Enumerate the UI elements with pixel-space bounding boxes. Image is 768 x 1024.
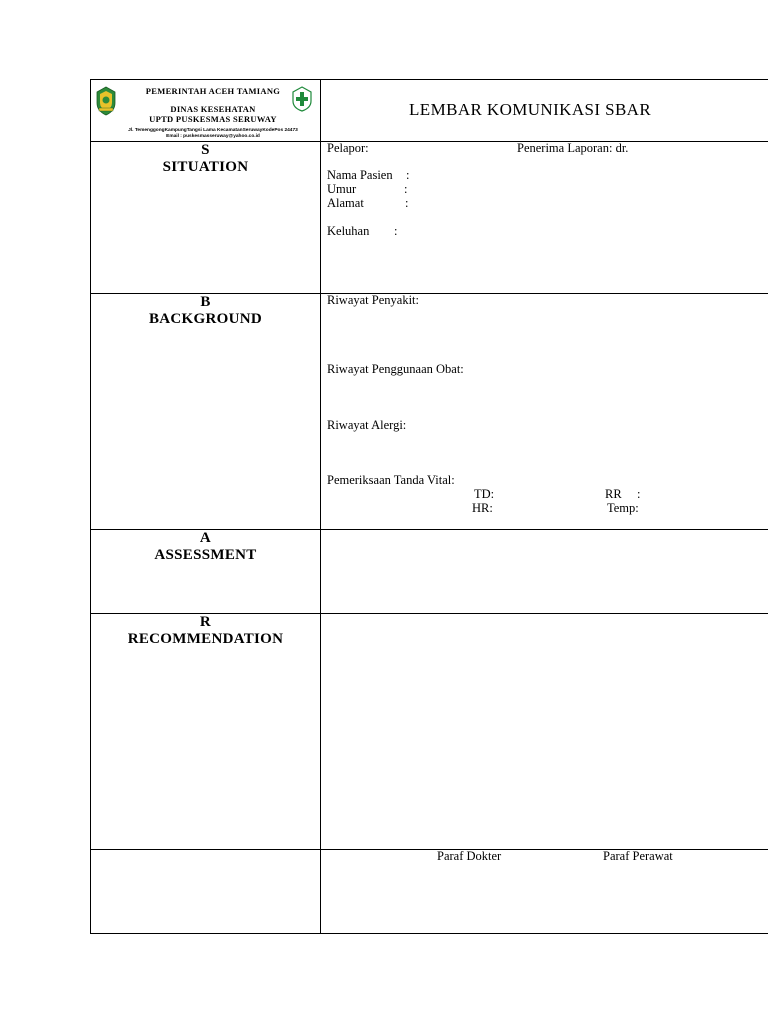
recommendation-letter: R [199, 614, 212, 630]
dept-name: DINAS KESEHATAN [170, 104, 256, 114]
keluhan-label: Keluhan [327, 224, 370, 238]
header-title-cell [321, 80, 768, 141]
alamat-label: Alamat [327, 196, 364, 210]
signature-row [91, 849, 768, 933]
riwayat-obat-label: Riwayat Penggunaan Obat: [327, 362, 464, 376]
paraf-perawat-label: Paraf Perawat [603, 849, 673, 863]
penerima-label: Penerima Laporan: dr. [517, 141, 629, 155]
situation-letter: S [201, 142, 210, 158]
paraf-dokter-label: Paraf Dokter [437, 849, 502, 863]
background-name: BACKGROUND [148, 311, 262, 327]
unit-name: UPTD PUSKESMAS SERUWAY [149, 114, 277, 124]
assessment-row [91, 529, 768, 614]
puskesmas-cross-icon [291, 86, 313, 112]
background-content-cell [321, 293, 768, 529]
alamat-colon: : [405, 196, 409, 210]
email: Email : puskesmasseruway@yahoo.co.id [166, 134, 260, 139]
assessment-name: ASSESSMENT [154, 547, 257, 563]
umur-label: Umur [327, 182, 357, 196]
gov-name: PEMERINTAH ACEH TAMIANG [145, 86, 281, 96]
recommendation-label-cell [91, 613, 321, 849]
riwayat-alergi-label: Riwayat Alergi: [327, 418, 407, 432]
background-label-cell [91, 293, 321, 529]
signature-label-cell [91, 849, 321, 933]
recommendation-name: RECOMMENDATION [127, 631, 284, 647]
situation-name: SITUATION [162, 159, 249, 175]
aceh-tamiang-logo-icon [95, 86, 117, 116]
header-left-cell [91, 80, 321, 141]
keluhan-colon: : [394, 224, 398, 238]
nama-pasien-label: Nama Pasien [327, 168, 393, 182]
riwayat-penyakit-label: Riwayat Penyakit: [327, 293, 419, 307]
header-institution [115, 86, 311, 140]
sbar-form [90, 79, 768, 934]
background-row [91, 293, 768, 530]
signature-content-cell [321, 849, 768, 933]
header-row [91, 80, 768, 142]
assessment-label-cell [91, 529, 321, 613]
td-label: TD: [474, 487, 495, 501]
situation-row [91, 141, 768, 294]
address: Jl. TemenggongKampungTangsi Lama KecamatanSeruwayKodePos 24473 [128, 128, 298, 133]
assessment-letter: A [199, 530, 212, 546]
assessment-content-cell [321, 529, 768, 613]
pelapor-label: Pelapor: [327, 141, 369, 155]
nama-pasien-colon: : [406, 168, 410, 182]
recommendation-row [91, 613, 768, 850]
tanda-vital-label: Pemeriksaan Tanda Vital: [327, 473, 455, 487]
rr-label: RR [605, 487, 622, 501]
situation-label-cell [91, 141, 321, 293]
hr-label: HR: [472, 501, 493, 515]
form-title: LEMBAR KOMUNIKASI SBAR [409, 100, 652, 119]
rr-colon: : [637, 487, 641, 501]
situation-content-cell [321, 141, 768, 293]
background-letter: B [200, 294, 211, 310]
recommendation-content-cell [321, 613, 768, 849]
umur-colon: : [404, 182, 408, 196]
temp-label: Temp: [607, 501, 639, 515]
